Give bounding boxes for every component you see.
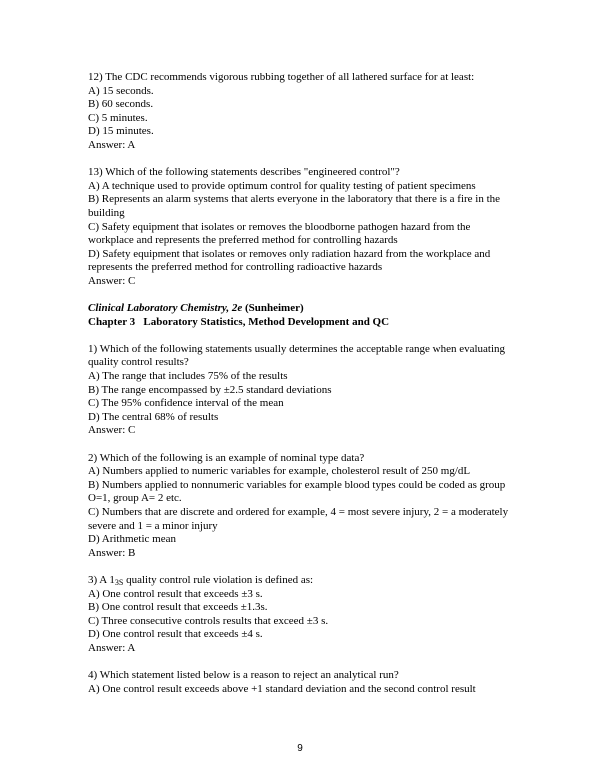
- question-text: 2) Which of the following is an example of nominal type data?: [88, 451, 365, 464]
- option-a: A) One control result that exceeds ±3 s.: [88, 587, 263, 600]
- option-b: B) One control result that exceeds ±1.3s.: [88, 601, 268, 614]
- chapter-title: Chapter 3 Laboratory Statistics, Method Development and QC: [88, 315, 390, 328]
- option-a: A) Numbers applied to numeric variables for example, cholesterol result of 250 mg/dL: [88, 465, 471, 478]
- rule-subscript: 3S: [114, 577, 124, 587]
- question-text: 1) Which of the following statements usually determines the acceptable range when evaluating quality control results?: [88, 342, 506, 369]
- question-text: 12) The CDC recommends vigorous rubbing together of all lathered surface for at least:: [88, 71, 475, 83]
- option-c: C) Three consecutive controls results that exceed ±3 s.: [88, 614, 329, 627]
- option-d: D) The central 68% of results: [88, 410, 219, 423]
- option-b: B) Represents an alarm systems that alerts everyone in the laboratory that there is a fire in the building: [88, 193, 501, 219]
- answer: Answer: A: [88, 641, 136, 654]
- page-content: [88, 71, 518, 710]
- option-a: A) A technique used to provide optimum control for quality testing of patient specimens: [88, 179, 476, 192]
- question-suffix: quality control rule violation is defined as:: [123, 573, 314, 586]
- book-citation: [88, 302, 518, 316]
- option-c: C) The 95% confidence interval of the mean: [88, 397, 284, 410]
- option-b: B) 60 seconds.: [88, 98, 154, 111]
- answer: Answer: C: [88, 424, 136, 437]
- chapter3-question-4: [88, 669, 518, 696]
- option-a: A) One control result exceeds above +1 standard deviation and the second control result: [88, 682, 476, 695]
- option-a: A) 15 seconds.: [88, 84, 154, 97]
- option-d: D) One control result that exceeds ±4 s.: [88, 628, 263, 641]
- question-text: [88, 574, 518, 588]
- question-13: [88, 166, 518, 288]
- chapter3-question-1: [88, 343, 518, 438]
- answer: Answer: C: [88, 274, 136, 287]
- option-c: C) Safety equipment that isolates or removes the bloodborne pathogen hazard from the workplace and represents the preferred method for controlling hazards: [88, 220, 471, 247]
- question-prefix: 3) A 1: [88, 573, 115, 586]
- book-author: (Sunheimer): [244, 302, 304, 315]
- answer: Answer: A: [88, 138, 136, 151]
- option-b: B) Numbers applied to nonnumeric variables for example blood types could be coded as group O=1, group A= 2 etc.: [88, 478, 506, 505]
- question-12: [88, 71, 518, 153]
- option-c: C) 5 minutes.: [88, 111, 148, 124]
- option-a: A) The range that includes 75% of the results: [88, 370, 288, 383]
- option-d: D) Arithmetic mean: [88, 533, 176, 546]
- section-heading: [88, 302, 518, 329]
- chapter3-question-3: [88, 574, 518, 656]
- question-text: 4) Which statement listed below is a reason to reject an analytical run?: [88, 669, 399, 682]
- question-text: 13) Which of the following statements describes "engineered control"?: [88, 166, 400, 179]
- option-b: B) The range encompassed by ±2.5 standard deviations: [88, 383, 332, 396]
- book-title: Clinical Laboratory Chemistry, 2e: [88, 302, 243, 315]
- option-c: C) Numbers that are discrete and ordered for example, 4 = most severe injury, 2 = a moderately severe and 1 = a minor injury: [88, 506, 509, 532]
- answer: Answer: B: [88, 546, 136, 559]
- chapter3-question-2: [88, 452, 518, 561]
- option-d: D) Safety equipment that isolates or removes only radiation hazard from the workplace and represents the preferred method for controlling radioactive hazards: [88, 247, 491, 274]
- option-d: D) 15 minutes.: [88, 125, 154, 138]
- page-number: 9: [297, 743, 303, 754]
